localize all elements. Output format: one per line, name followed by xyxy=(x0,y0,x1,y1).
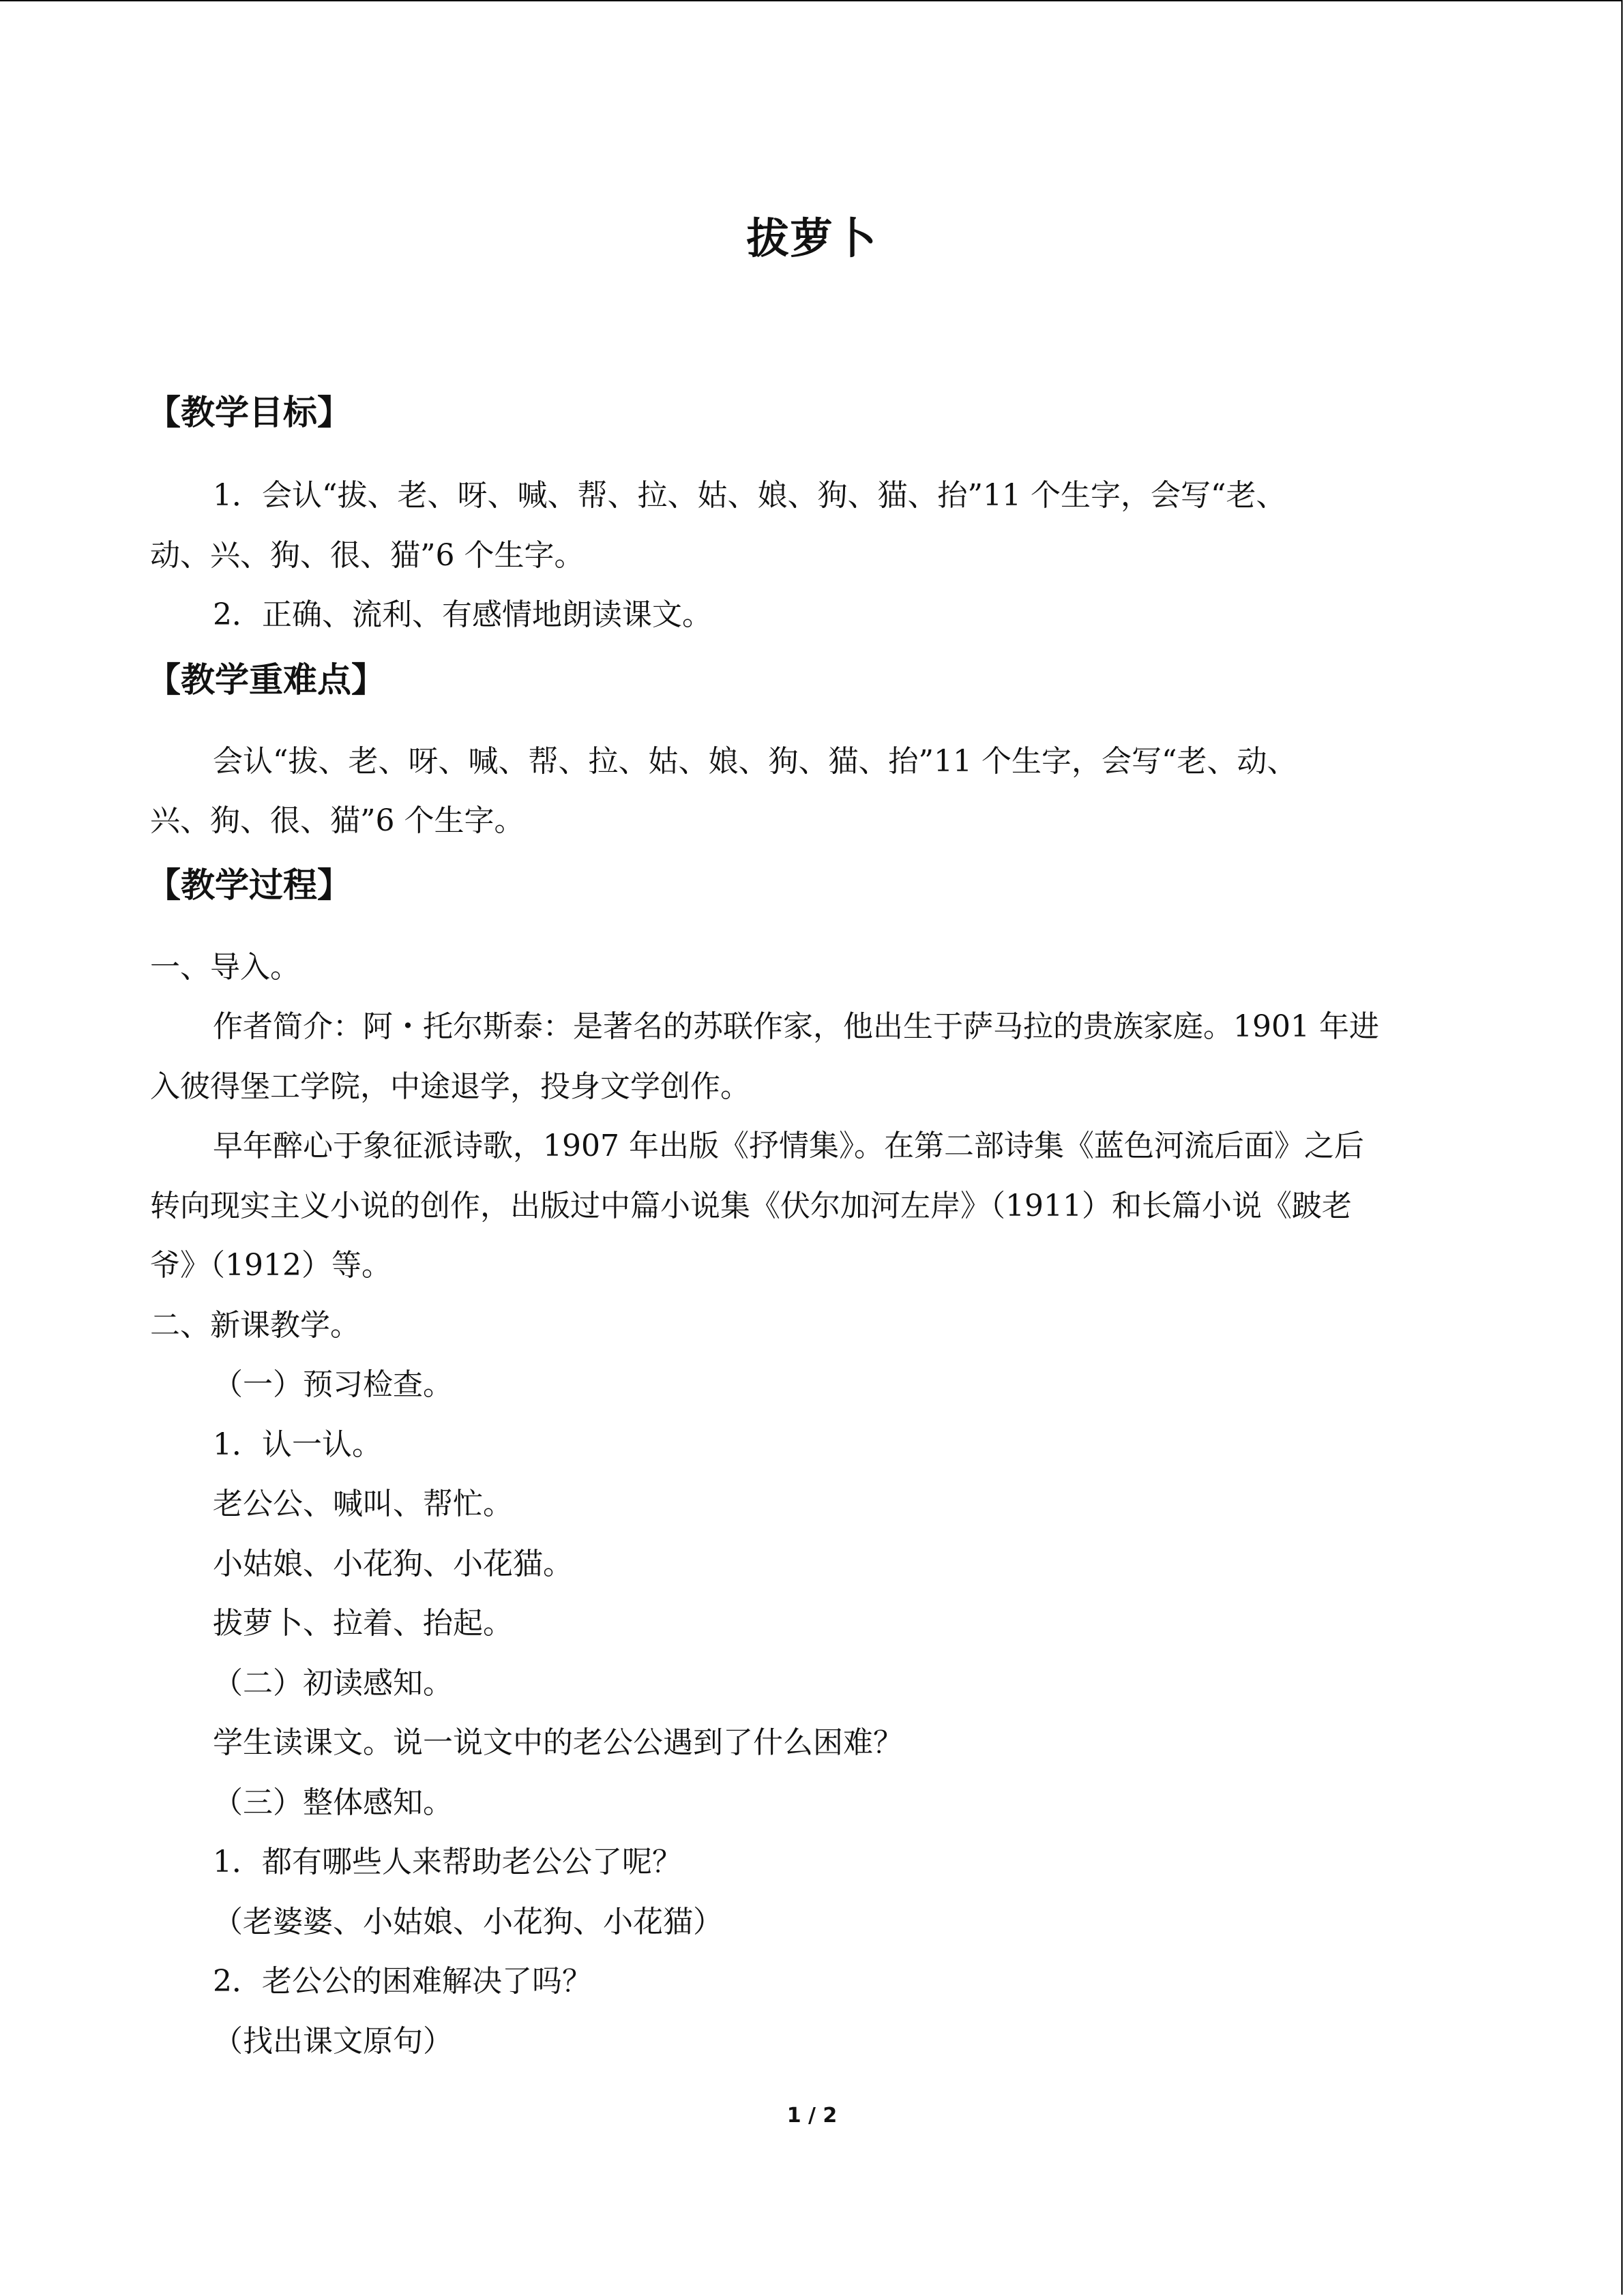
goals-line-2: 动、兴、狗、很、猫”6 个生字。 xyxy=(150,538,585,573)
process-line-7: 二、新课教学。 xyxy=(150,1308,360,1343)
process-line-1: 一、导入。 xyxy=(150,950,300,985)
process-line-15: （三）整体感知。 xyxy=(213,1785,453,1820)
process-line-17: （老婆婆、小姑娘、小花狗、小花猫） xyxy=(213,1905,723,1939)
process-line-19: （找出课文原句） xyxy=(213,2024,453,2059)
process-line-8: （一）预习检查。 xyxy=(213,1367,453,1402)
section-heading-process: 【教学过程】 xyxy=(147,865,351,905)
process-line-2: 作者简介：阿・托尔斯泰：是著名的苏联作家，他出生于萨马拉的贵族家庭。1901 年进 xyxy=(213,1009,1379,1044)
section-heading-key-points: 【教学重难点】 xyxy=(147,660,385,700)
process-line-11: 小姑娘、小花狗、小花猫。 xyxy=(213,1547,573,1581)
key-points-line-1: 会认“拔、老、呀、喊、帮、拉、姑、娘、狗、猫、抬”11 个生字，会写“老、动、 xyxy=(213,744,1297,779)
process-line-14: 学生读课文。说一说文中的老公公遇到了什么困难？ xyxy=(213,1725,903,1760)
document-title: 拔萝卜 xyxy=(746,213,878,263)
section-heading-goals: 【教学目标】 xyxy=(147,393,351,432)
process-line-10: 老公公、喊叫、帮忙。 xyxy=(213,1487,513,1521)
process-line-18: 2．老公公的困难解决了吗？ xyxy=(213,1964,592,1999)
page-number: 1 / 2 xyxy=(786,2104,838,2128)
process-line-5: 转向现实主义小说的创作，出版过中篇小说集《伏尔加河左岸》（1911）和长篇小说《跛老 xyxy=(150,1189,1352,1223)
process-line-12: 拔萝卜、拉着、抬起。 xyxy=(213,1606,513,1641)
process-line-4: 早年醉心于象征派诗歌，1907 年出版《抒情集》。在第二部诗集《蓝色河流后面》之后 xyxy=(213,1129,1364,1163)
process-line-16: 1．都有哪些人来帮助老公公了呢？ xyxy=(213,1845,682,1879)
goals-line-3: 2．正确、流利、有感情地朗读课文。 xyxy=(213,597,712,632)
process-line-9: 1．认一认。 xyxy=(213,1427,382,1462)
process-line-3: 入彼得堡工学院，中途退学，投身文学创作。 xyxy=(150,1069,750,1104)
goals-line-1: 1．会认“拔、老、呀、喊、帮、拉、姑、娘、狗、猫、抬”11 个生字，会写“老、 xyxy=(213,478,1286,513)
process-line-6: 爷》（1912）等。 xyxy=(150,1248,392,1283)
key-points-line-2: 兴、狗、很、猫”6 个生字。 xyxy=(150,803,525,838)
process-line-13: （二）初读感知。 xyxy=(213,1666,453,1701)
